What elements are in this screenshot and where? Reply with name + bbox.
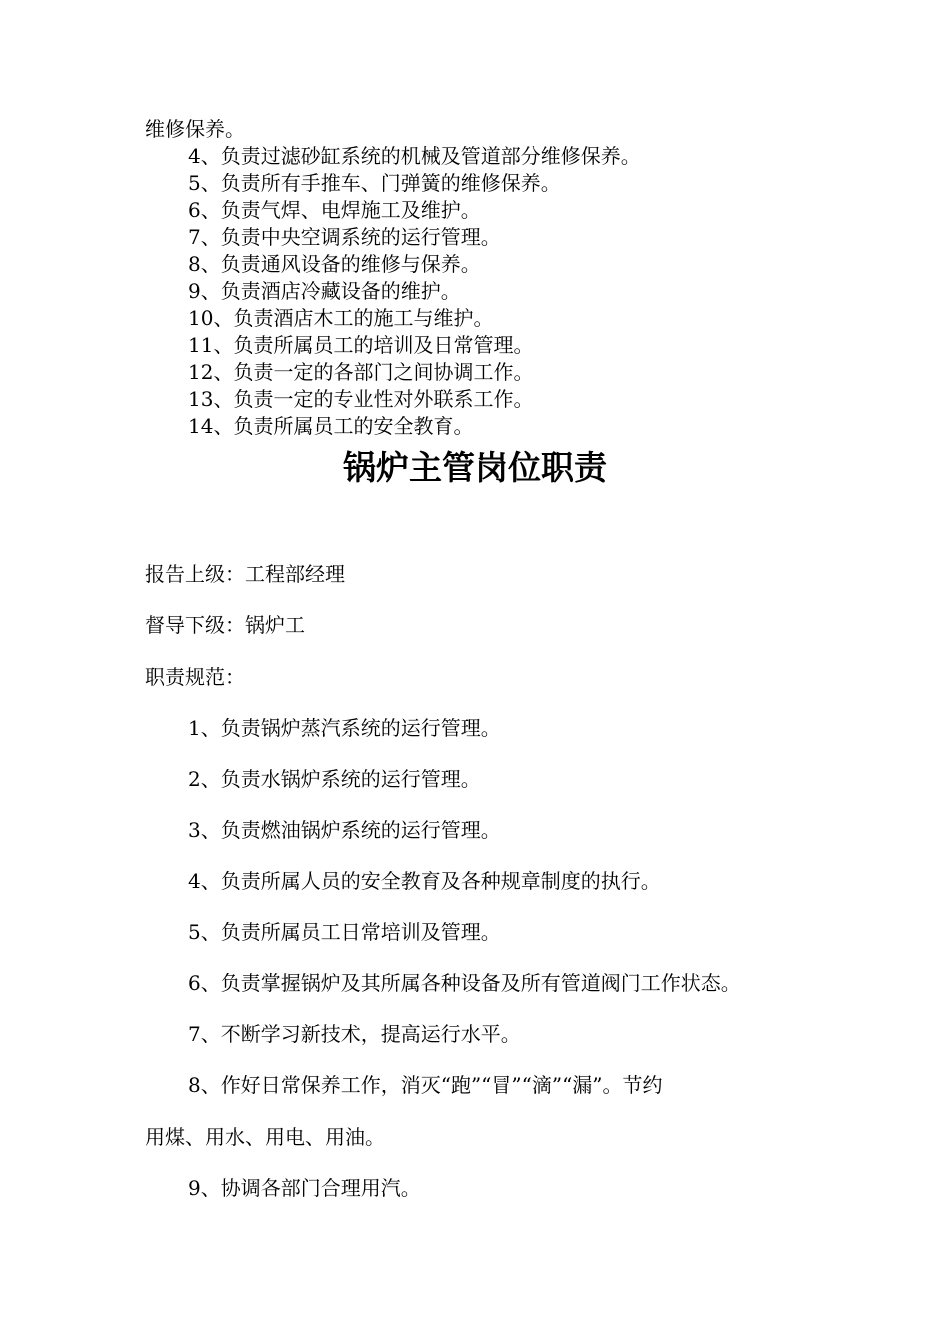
- duty-item-4: 4、负责所属人员的安全教育及各种规章制度的执行。: [188, 869, 661, 893]
- duty-item-1: 1、负责锅炉蒸汽系统的运行管理。: [188, 716, 501, 740]
- prev-duty-item-6: 6、负责气焊、电焊施工及维护。: [188, 198, 481, 222]
- duty-item-6: 6、负责掌握锅炉及其所属各种设备及所有管道阀门工作状态。: [188, 971, 741, 995]
- section-title: 锅炉主管岗位职责: [343, 448, 607, 487]
- duty-item-3: 3、负责燃油锅炉系统的运行管理。: [188, 818, 501, 842]
- duty-item-8: 8、作好日常保养工作，消灭“跑”“冒”“滴”“漏”。节约: [188, 1073, 663, 1097]
- duty-item-5: 5、负责所属员工日常培训及管理。: [188, 920, 501, 944]
- duty-item-2: 2、负责水锅炉系统的运行管理。: [188, 767, 481, 791]
- prev-duty-item-14: 14、负责所属员工的安全教育。: [188, 414, 474, 438]
- duty-item-8-continuation: 用煤、用水、用电、用油。: [145, 1125, 385, 1149]
- prev-continuation-line: 维修保养。: [145, 117, 245, 141]
- prev-duty-item-8: 8、负责通风设备的维修与保养。: [188, 252, 481, 276]
- prev-duty-item-13: 13、负责一定的专业性对外联系工作。: [188, 387, 534, 411]
- report-to-line: 报告上级：工程部经理: [145, 562, 345, 586]
- duty-item-9: 9、协调各部门合理用汽。: [188, 1176, 421, 1200]
- prev-duty-item-4: 4、负责过滤砂缸系统的机械及管道部分维修保养。: [188, 144, 641, 168]
- duty-item-7: 7、不断学习新技术，提高运行水平。: [188, 1022, 521, 1046]
- prev-duty-item-5: 5、负责所有手推车、门弹簧的维修保养。: [188, 171, 561, 195]
- prev-duty-item-9: 9、负责酒店冷藏设备的维护。: [188, 279, 461, 303]
- supervise-line: 督导下级：锅炉工: [145, 613, 305, 637]
- duties-label: 职责规范：: [145, 665, 245, 689]
- prev-duty-item-7: 7、负责中央空调系统的运行管理。: [188, 225, 501, 249]
- prev-duty-item-10: 10、负责酒店木工的施工与维护。: [188, 306, 494, 330]
- prev-duty-item-12: 12、负责一定的各部门之间协调工作。: [188, 360, 534, 384]
- prev-duty-item-11: 11、负责所属员工的培训及日常管理。: [188, 333, 534, 357]
